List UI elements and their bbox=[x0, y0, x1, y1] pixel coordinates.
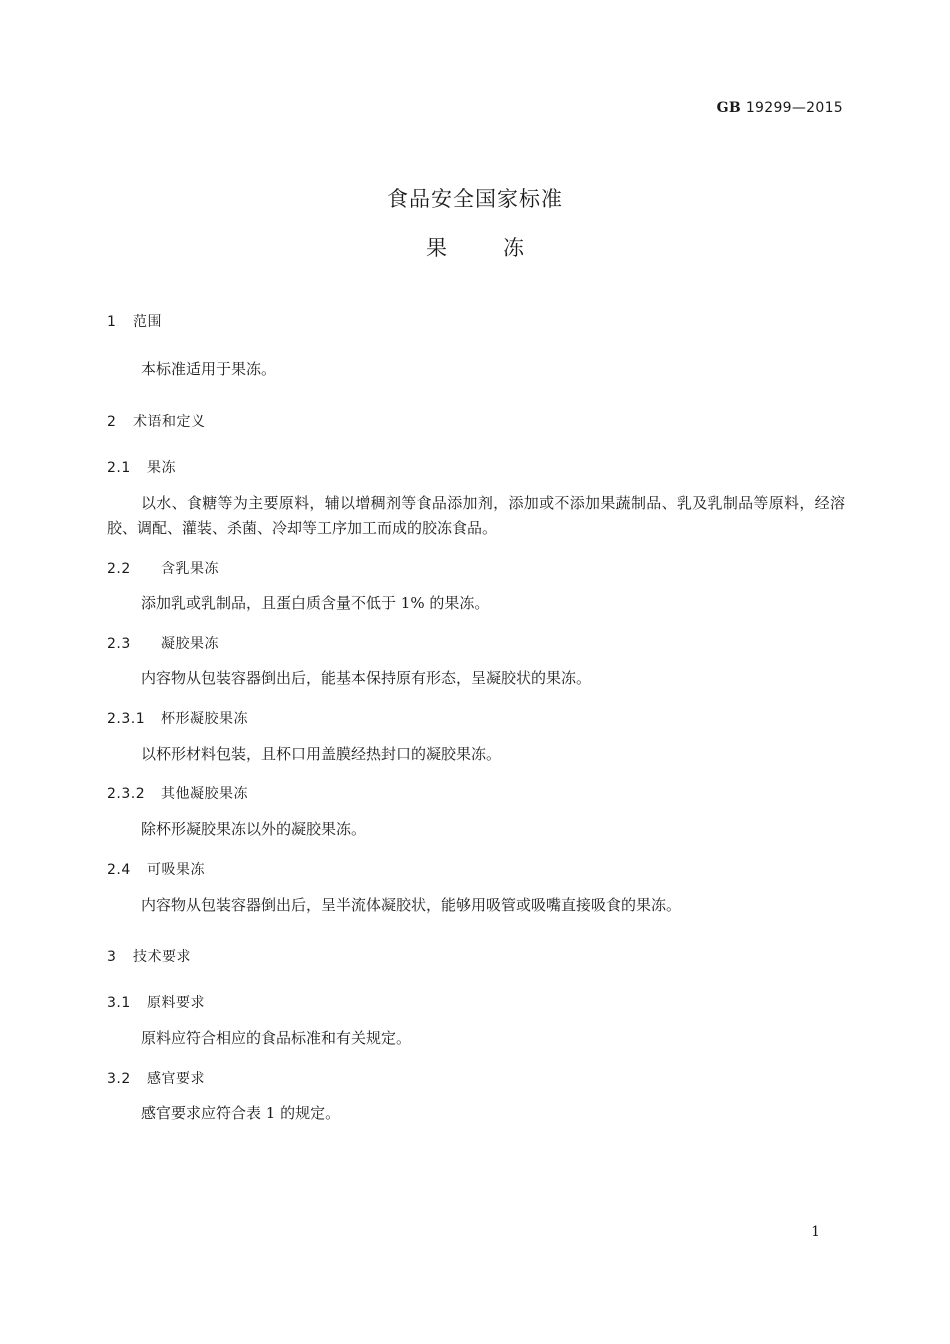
section-3-1-heading bbox=[107, 992, 205, 1012]
section-3-2-heading bbox=[107, 1068, 205, 1088]
section-title: 范围 bbox=[133, 314, 162, 330]
section-1-text: 本标准适用于果冻。 bbox=[141, 360, 277, 378]
section-2-2-text: 添加乳或乳制品，且蛋白质含量不低于 1% 的果冻。 bbox=[141, 594, 490, 612]
section-2-3-1-text: 以杯形材料包装，且杯口用盖膜经热封口的凝胶果冻。 bbox=[141, 745, 502, 763]
section-title: 其他凝胶果冻 bbox=[161, 786, 248, 802]
section-title: 果冻 bbox=[147, 460, 176, 476]
section-title: 原料要求 bbox=[147, 995, 205, 1011]
section-number: 2.3.2 bbox=[107, 786, 146, 802]
section-title: 含乳果冻 bbox=[161, 561, 219, 577]
section-number: 2.1 bbox=[107, 460, 131, 476]
section-title: 杯形凝胶果冻 bbox=[161, 711, 248, 727]
section-2-heading bbox=[107, 411, 206, 431]
section-2-1-heading bbox=[107, 457, 176, 477]
section-number: 3 bbox=[107, 949, 117, 965]
section-3-2-text: 感官要求应符合表 1 的规定。 bbox=[141, 1104, 341, 1122]
document-subtitle bbox=[0, 232, 950, 262]
section-2-1-text: 以水、食糖等为主要原料，辅以增稠剂等食品添加剂，添加或不添加果蔬制品、乳及乳制品等原料，经溶胶、调配、灌装、杀菌、冷却等工序加工而成的胶冻食品。 bbox=[107, 494, 845, 537]
section-number: 2.4 bbox=[107, 862, 131, 878]
section-number: 2 bbox=[107, 414, 117, 430]
section-2-3-1-heading bbox=[107, 708, 248, 728]
page-number: 1 bbox=[811, 1224, 820, 1240]
section-2-3-2-heading bbox=[107, 783, 248, 803]
section-2-3-2-text: 除杯形凝胶果冻以外的凝胶果冻。 bbox=[141, 820, 367, 838]
section-number: 3.2 bbox=[107, 1071, 131, 1087]
section-2-3-text: 内容物从包装容器倒出后，能基本保持原有形态，呈凝胶状的果冻。 bbox=[141, 669, 592, 687]
section-title: 可吸果冻 bbox=[147, 862, 205, 878]
section-number: 2.3 bbox=[107, 636, 131, 652]
section-title: 术语和定义 bbox=[133, 414, 206, 430]
section-2-4-heading bbox=[107, 859, 205, 879]
standard-number: 19299—2015 bbox=[745, 100, 843, 116]
section-2-4-text: 内容物从包装容器倒出后，呈半流体凝胶状，能够用吸管或吸嘴直接吸食的果冻。 bbox=[141, 896, 682, 914]
section-title: 凝胶果冻 bbox=[161, 636, 219, 652]
document-title: 食品安全国家标准 bbox=[387, 187, 563, 211]
section-3-heading bbox=[107, 946, 191, 966]
section-number: 1 bbox=[107, 314, 117, 330]
section-3-1-text: 原料应符合相应的食品标准和有关规定。 bbox=[141, 1029, 412, 1047]
section-1-heading bbox=[107, 311, 162, 331]
subtitle-char-1: 果 bbox=[426, 236, 447, 260]
section-title: 技术要求 bbox=[133, 949, 191, 965]
section-2-3-heading bbox=[107, 633, 219, 653]
section-title: 感官要求 bbox=[147, 1071, 205, 1087]
section-number: 3.1 bbox=[107, 995, 131, 1011]
section-2-2-heading bbox=[107, 558, 219, 578]
section-number: 2.3.1 bbox=[107, 711, 146, 727]
section-number: 2.2 bbox=[107, 561, 131, 577]
subtitle-char-2: 冻 bbox=[503, 236, 524, 260]
standard-code bbox=[717, 100, 843, 116]
standard-prefix: GB bbox=[716, 100, 742, 116]
